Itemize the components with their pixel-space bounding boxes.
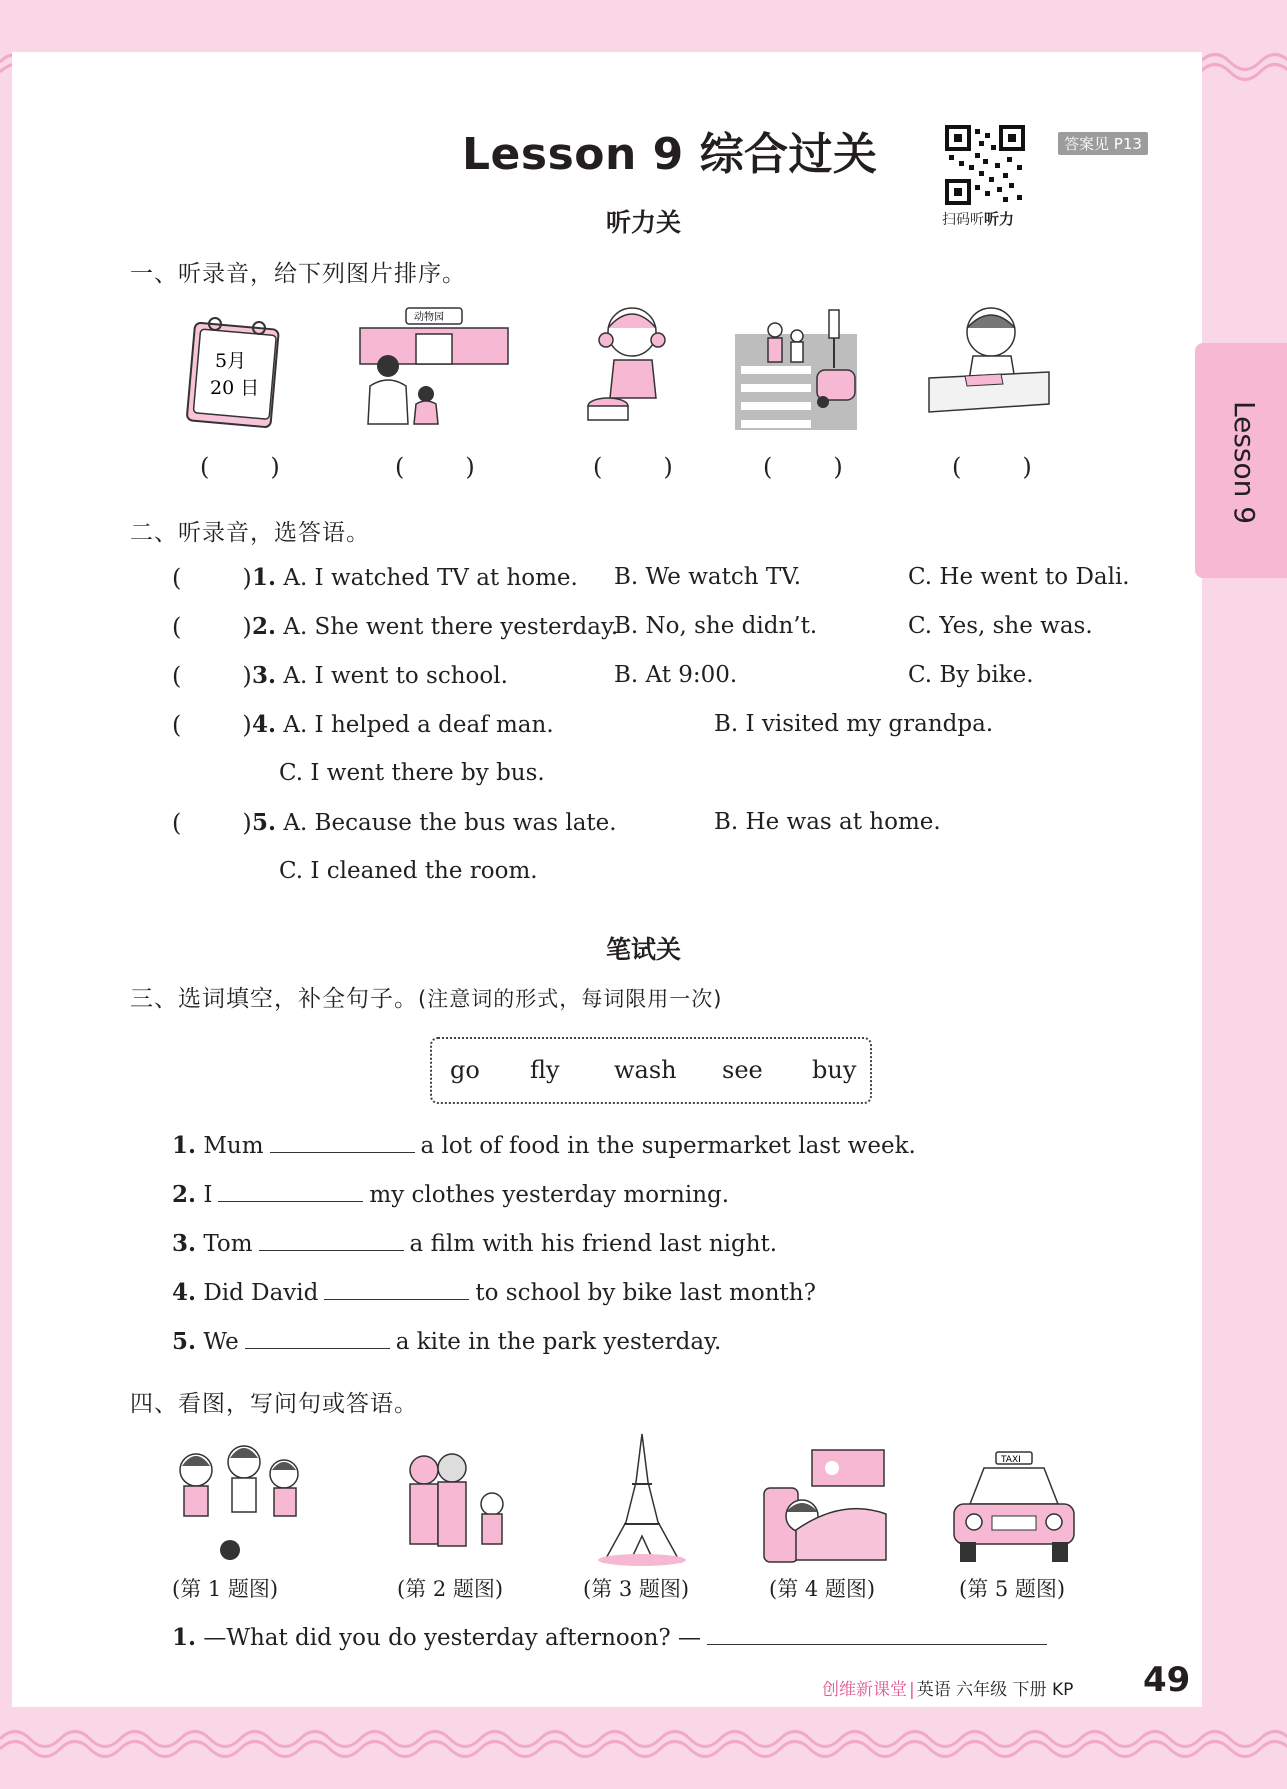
q2-option-c: C. I cleaned the room. xyxy=(279,858,538,884)
part2-heading: 二、听录音，选答语。 xyxy=(130,520,370,546)
q2-item-1: 1. A. I watched TV at home. xyxy=(252,564,578,591)
boy-desk-icon xyxy=(925,302,1053,426)
q2-item-2: 2. A. She went there yesterday. xyxy=(252,613,619,640)
fill-sentence-3: 3. Tom a film with his friend last night. xyxy=(172,1230,778,1257)
q2-option-b: B. He was at home. xyxy=(714,809,941,835)
listening-section-title: 听力关 xyxy=(606,208,682,237)
part4-heading: 四、看图，写问句或答语。 xyxy=(130,1391,418,1417)
page-number: 49 xyxy=(1143,1660,1191,1700)
q2-option-b: B. At 9:00. xyxy=(614,662,738,688)
taxi-icon xyxy=(948,1450,1080,1566)
boys-football-icon xyxy=(172,1440,312,1565)
word-bank-item: buy xyxy=(812,1056,857,1084)
grandparents-child-icon xyxy=(400,1448,512,1566)
fill-sentence-2: 2. I my clothes yesterday morning. xyxy=(172,1181,730,1208)
sleeping-girl-icon xyxy=(762,1448,888,1566)
answer-paren[interactable]: ( ) xyxy=(172,662,252,690)
calendar-icon xyxy=(183,312,291,432)
picture-caption: (第 3 题图) xyxy=(583,1577,690,1601)
writing-section-title: 笔试关 xyxy=(606,935,682,964)
q2-option-b: B. No, she didn’t. xyxy=(614,613,818,639)
answer-paren[interactable]: ( ) xyxy=(172,711,252,739)
picture-caption: (第 2 题图) xyxy=(397,1577,504,1601)
q2-option-c: C. I went there by bus. xyxy=(279,760,545,786)
girl-cake-icon xyxy=(580,302,680,432)
fill-sentence-1: 1. Mum a lot of food in the supermarket last week. xyxy=(172,1132,916,1159)
fill-blank[interactable] xyxy=(270,1130,415,1153)
answer-paren[interactable]: ( ) xyxy=(200,453,280,481)
answer-paren[interactable]: ( ) xyxy=(172,564,252,592)
answer-paren[interactable]: ( ) xyxy=(952,453,1032,481)
q2-option-c: C. Yes, she was. xyxy=(908,613,1093,639)
fill-blank[interactable] xyxy=(245,1326,390,1349)
page-title: Lesson 9 综合过关 xyxy=(462,129,878,180)
part1-heading: 一、听录音，给下列图片排序。 xyxy=(130,261,466,287)
q2-item-4: 4. A. I helped a deaf man. xyxy=(252,711,554,738)
eiffel-tower-icon xyxy=(596,1432,688,1566)
word-bank-item: wash xyxy=(614,1056,677,1084)
calendar-month: 5月 xyxy=(215,350,247,372)
side-tab-label: Lesson 9 xyxy=(1228,401,1261,525)
lesson-side-tab xyxy=(1195,343,1287,578)
picture-caption: (第 1 题图) xyxy=(172,1577,279,1601)
answer-paren[interactable]: ( ) xyxy=(593,453,673,481)
zoo-sign: 动物园 xyxy=(414,312,444,323)
q2-option-c: C. By bike. xyxy=(908,662,1034,688)
q2-item-5: 5. A. Because the bus was late. xyxy=(252,809,617,836)
word-bank-item: fly xyxy=(530,1056,560,1084)
wavy-border-bottom xyxy=(0,1719,1287,1779)
fill-sentence-4: 4. Did David to school by bike last month? xyxy=(172,1279,816,1306)
fill-blank[interactable] xyxy=(218,1179,363,1202)
answer-paren[interactable]: ( ) xyxy=(395,453,475,481)
part3-heading: 三、选词填空，补全句子。(注意词的形式，每词限用一次) xyxy=(130,986,723,1012)
q2-option-c: C. He went to Dali. xyxy=(908,564,1130,590)
zoo-visit-icon xyxy=(356,304,512,429)
fill-sentence-5: 5. We a kite in the park yesterday. xyxy=(172,1328,722,1355)
word-bank-item: go xyxy=(450,1056,480,1084)
answer-reference-badge: 答案见 P13 xyxy=(1058,132,1148,155)
fill-blank[interactable] xyxy=(324,1277,469,1300)
fill-blank[interactable] xyxy=(259,1228,404,1251)
taxi-sign: TAXI xyxy=(1001,1455,1021,1465)
crosswalk-icon xyxy=(735,304,857,430)
q2-item-3: 3. A. I went to school. xyxy=(252,662,508,689)
q2-option-b: B. We watch TV. xyxy=(614,564,802,590)
footer-info: 创维新课堂 | 英语 六年级 下册 KP xyxy=(822,1680,1074,1700)
word-bank xyxy=(430,1037,872,1104)
qr-code-icon[interactable] xyxy=(945,125,1025,205)
answer-line[interactable] xyxy=(707,1622,1047,1645)
answer-paren[interactable]: ( ) xyxy=(763,453,843,481)
picture-caption: (第 4 题图) xyxy=(769,1577,876,1601)
word-bank-item: see xyxy=(722,1056,763,1084)
qr-caption: 扫码听听力 xyxy=(942,210,1015,228)
answer-paren[interactable]: ( ) xyxy=(172,613,252,641)
q2-option-b: B. I visited my grandpa. xyxy=(714,711,994,737)
calendar-day: 20 日 xyxy=(210,377,260,399)
writing-question-1: 1. —What did you do yesterday afternoon? — xyxy=(172,1622,1053,1651)
answer-paren[interactable]: ( ) xyxy=(172,809,252,837)
picture-caption: (第 5 题图) xyxy=(959,1577,1066,1601)
